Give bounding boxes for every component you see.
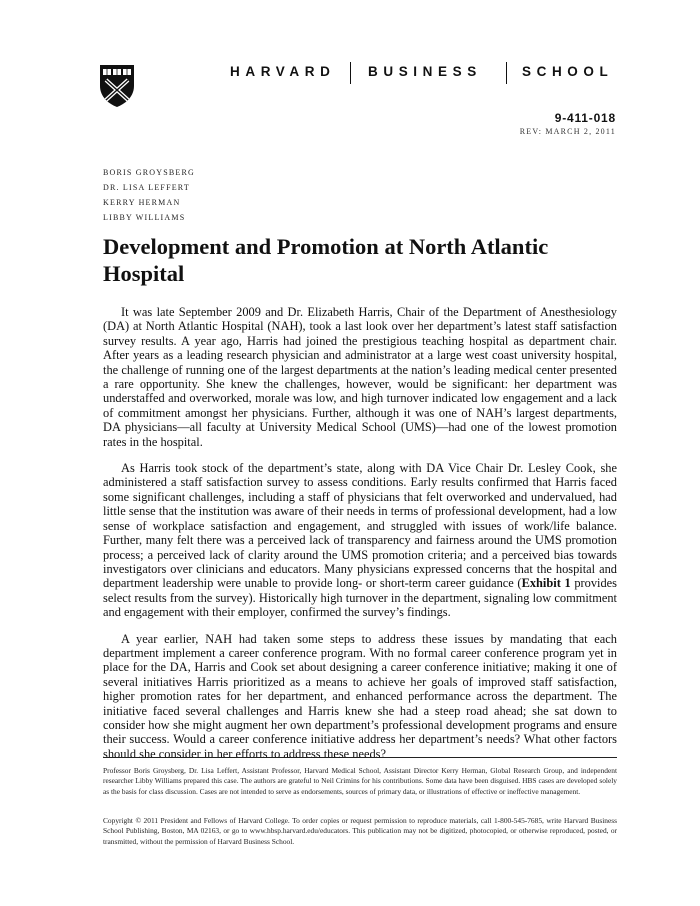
case-body bbox=[103, 305, 617, 773]
author-name: BORIS GROYSBERG bbox=[103, 168, 196, 177]
author-name: KERRY HERMAN bbox=[103, 198, 181, 207]
exhibit-reference: Exhibit 1 bbox=[521, 576, 571, 591]
revision-date: REV: MARCH 2, 2011 bbox=[519, 127, 616, 136]
wordmark-school: SCHOOL bbox=[522, 64, 614, 79]
body-paragraph: A year earlier, NAH had taken some steps to address these issues by mandating that each department implement a career conference program. With no formal career conference program yet in place for the DA, Harris and Cook set about designing a career conference initiative; making it one of several initiatives Harris prioritized as a means to achieve her goals of improved staff satisfaction, higher promotion rates for her department, and enhanced performance across the department. The initiative faced several challenges and Harris knew she had a steep road ahead; she sat down to consider how she might augment her own department’s professional development programs and ensure their success. Would a career conference initiative address her department’s needs? What other factors should she consider in her efforts to address these needs? bbox=[103, 631, 617, 761]
copyright-note: Copyright © 2011 President and Fellows of Harvard College. To order copies or request permission to reproduce materials, call 1-800-545-7685, write Harvard Business School Publishing, Boston, MA 02163, or go to www.hbsp.harvard.edu/educators. This publication may not be digitized, photocopied, or otherwise reproduced, posted, or transmitted, without the permission of Harvard Business School. bbox=[103, 816, 617, 846]
wordmark-divider bbox=[350, 62, 351, 84]
author-name: DR. LISA LEFFERT bbox=[103, 183, 190, 192]
footnote-divider bbox=[103, 757, 617, 758]
author-list bbox=[103, 165, 195, 225]
body-paragraph: It was late September 2009 and Dr. Elizabeth Harris, Chair of the Department of Anesthesiology (DA) at North Atlantic Hospital (NAH), took a last look over her department’s latest staff satisfaction survey results. A year ago, Harris had joined the prestigious teaching hospital as department chair. After years as a leading research physician and administrator at a large west coast university hospital, the challenge of running one of the largest departments at the nation’s leading medical center presented a rare opportunity. She knew the challenges, however, would be significant: her department was understaffed and overworked, morale was low, and high turnover indicated low engagement and a lack of commitment amongst her physicians. Further, although it was one of NAH’s largest departments, DA physicians—all faculty at University Medical School (UMS)—had one of the lowest promotion rates in the hospital. bbox=[103, 305, 617, 449]
case-title: Development and Promotion at North Atlantic Hospital bbox=[103, 234, 549, 286]
body-paragraph bbox=[103, 461, 617, 619]
harvard-shield-logo bbox=[99, 64, 135, 108]
wordmark-harvard: HARVARD bbox=[230, 64, 336, 79]
paragraph-text: provides select results from the survey). Historically high turnover in the department, signaling low commitment and engagement with their employer, confirmed the survey’s findings. bbox=[103, 576, 617, 620]
wordmark-divider bbox=[506, 62, 507, 84]
wordmark-business: BUSINESS bbox=[368, 64, 482, 79]
case-number: 9-411-018 bbox=[554, 111, 616, 125]
authorship-note: Professor Boris Groysberg, Dr. Lisa Leffert, Assistant Professor, Harvard Medical School, Assistant Director Kerry Herman, Global Research Group, and independent researcher Libby Williams prepared this case. The authors are grateful to Neil Crimins for his contributions. Some data have been disguised. HBS cases are developed solely as the basis for class discussion. Cases are not intended to serve as endorsements, sources of primary data, or illustrations of effective or ineffective management. bbox=[103, 766, 617, 796]
author-name: LIBBY WILLIAMS bbox=[103, 213, 186, 222]
hbs-wordmark bbox=[222, 62, 622, 84]
paragraph-text: As Harris took stock of the department’s state, along with DA Vice Chair Dr. Lesley Cook, she administered a staff satisfaction survey to assess conditions. Early results confirmed that Harris faced some significant challenges, including a staff of physicians that felt overworked and undervalued, had little sense that the institution was aware of their needs in terms of professional development, had a low sense of workplace satisfaction and engagement, and struggled with issues of work/life balance. Further, many felt there was a perceived lack of transparency and fairness around the UMS promotion process; a perceived lack of clarity around the UMS promotion criteria; and a perceived bias towards investigators over clinicians and educators. Many physicians expressed concerns that the hospital and department leadership were unable to provide long- or short-term career guidance ( bbox=[103, 461, 617, 591]
